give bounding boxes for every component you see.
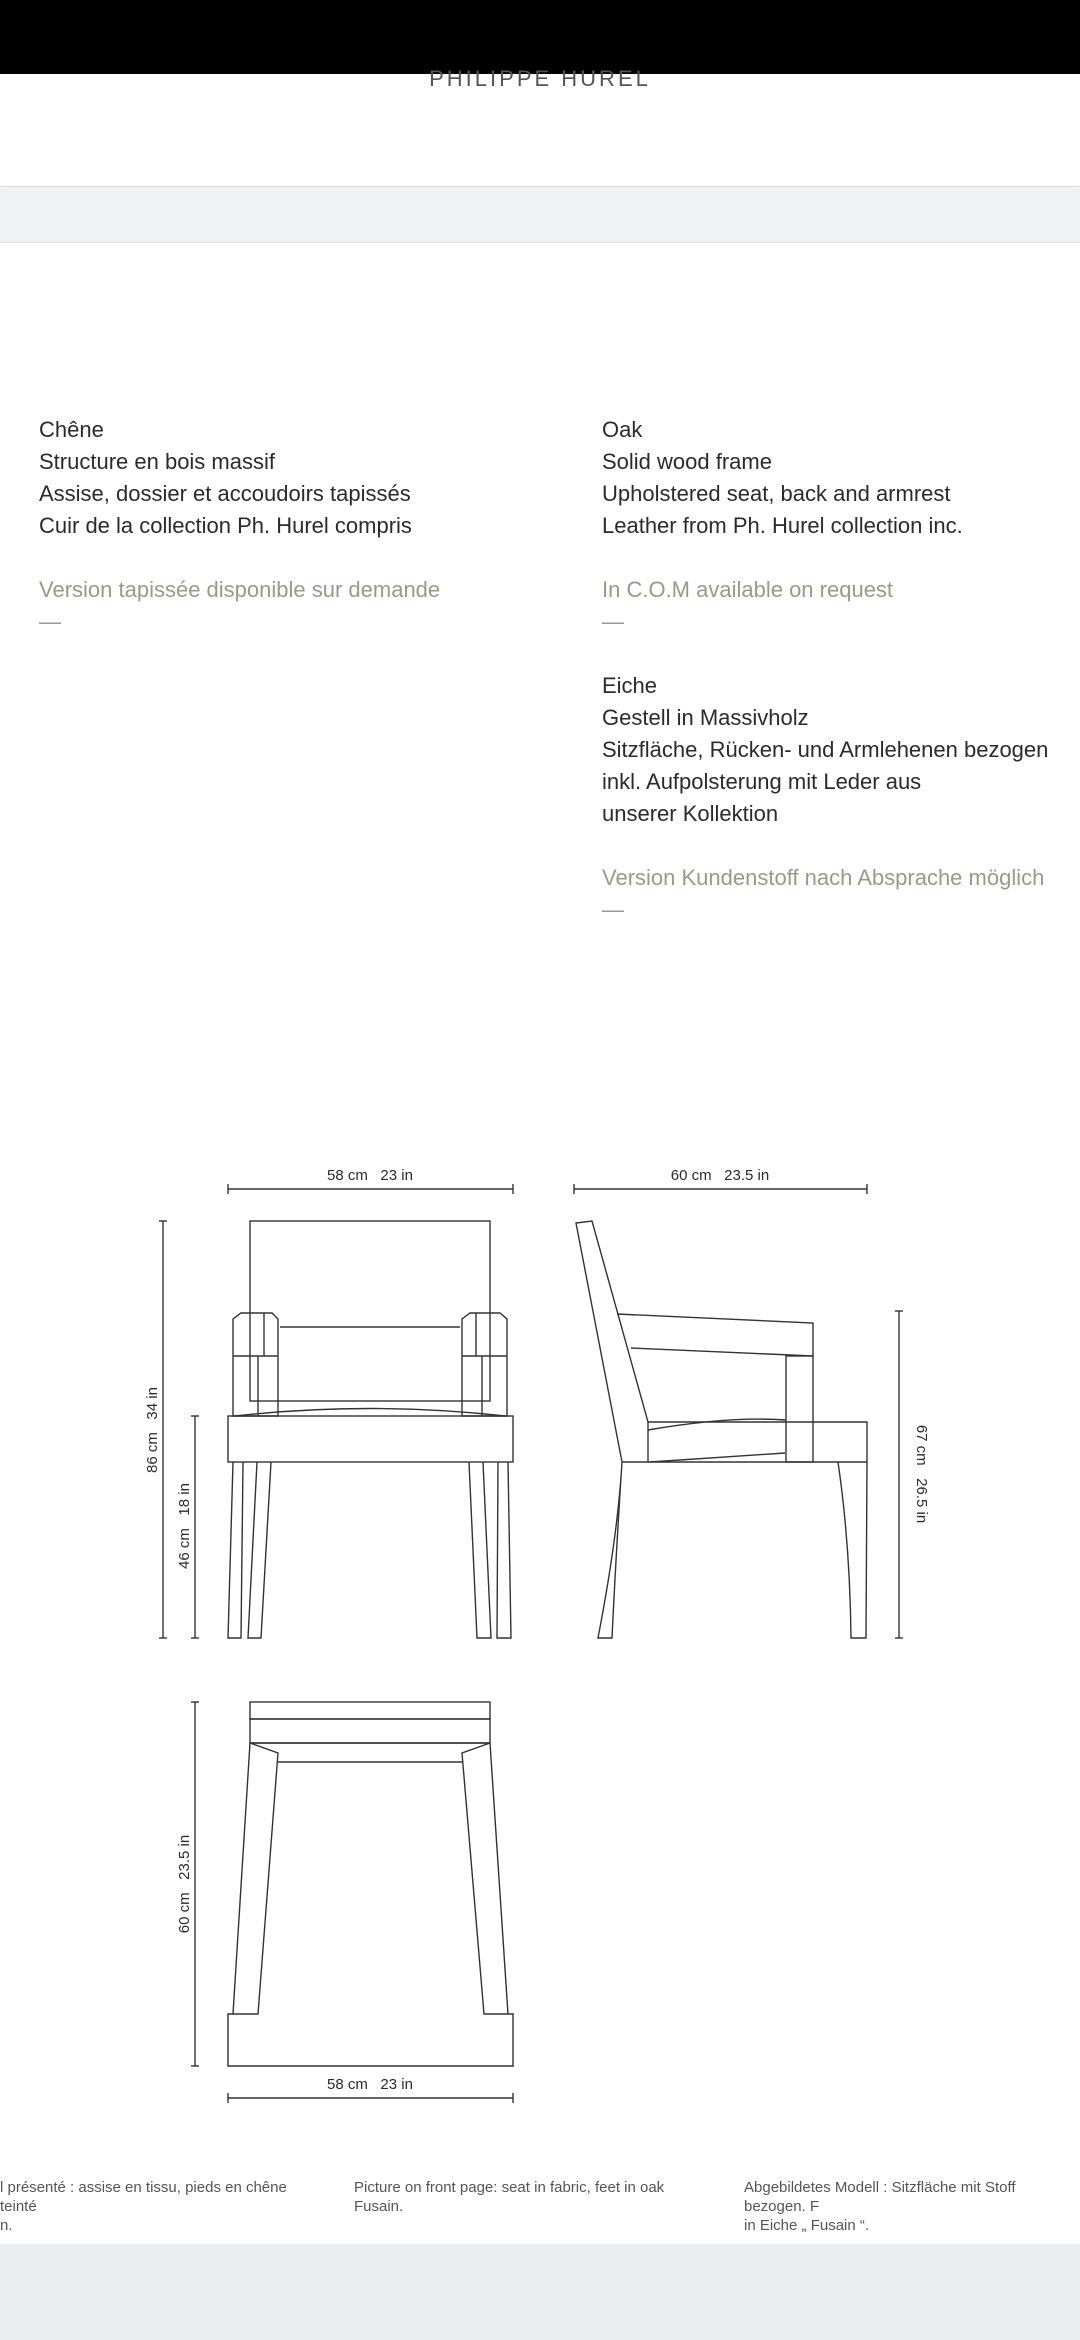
side-depth-label: 60 cm 23.5 in bbox=[670, 1167, 770, 1184]
german-note: Version Kundenstoff nach Absprache möglich bbox=[602, 865, 1045, 890]
german-line: Sitzfläche, Rücken- und Armlehenen bezogen bbox=[602, 737, 1049, 762]
english-line: Upholstered seat, back and armrest bbox=[602, 481, 951, 506]
caption-german: Abgebildetes Modell : Sitzfläche mit Stoff bezogen. F in Eiche „ Fusain “. bbox=[744, 2179, 1016, 2234]
top-depth-label: 60 cm 23.5 in bbox=[176, 1834, 193, 1934]
english-dash: — bbox=[602, 609, 624, 634]
total-height-label: 86 cm 34 in bbox=[144, 1387, 161, 1473]
arm-height-label: 67 cm 26.5 in bbox=[913, 1424, 930, 1524]
top-view-drawing bbox=[191, 1702, 513, 2103]
german-dash: — bbox=[602, 897, 624, 922]
german-line: Gestell in Massivholz bbox=[602, 705, 809, 730]
german-line: Eiche bbox=[602, 673, 658, 698]
french-dash: — bbox=[39, 609, 61, 634]
front-view-drawing bbox=[159, 1184, 513, 1638]
front-width-label: 58 cm 23 in bbox=[327, 1167, 413, 1184]
french-line: Cuir de la collection Ph. Hurel compris bbox=[39, 513, 412, 538]
french-line: Structure en bois massif bbox=[39, 449, 275, 474]
brand-logo: PHILIPPE HUREL bbox=[429, 66, 651, 91]
english-line: Oak bbox=[602, 417, 643, 442]
top-width-label: 58 cm 23 in bbox=[327, 2076, 413, 2093]
english-note: In C.O.M available on request bbox=[602, 577, 894, 602]
caption-french: l présenté : assise en tissu, pieds en chêne teinté n. bbox=[0, 2179, 287, 2234]
german-line: inkl. Aufpolsterung mit Leder aus bbox=[602, 769, 922, 794]
english-line: Solid wood frame bbox=[602, 449, 772, 474]
seat-height-label: 46 cm 18 in bbox=[176, 1483, 193, 1569]
french-line: Assise, dossier et accoudoirs tapissés bbox=[39, 481, 411, 506]
chair-technical-drawings bbox=[0, 74, 1080, 2244]
status-bar bbox=[0, 0, 1080, 74]
viewer-background bbox=[0, 2244, 1080, 2340]
caption-english: Picture on front page: seat in fabric, feet in oak Fusain. bbox=[354, 2179, 665, 2215]
side-view-drawing bbox=[574, 1184, 903, 1638]
french-line: Chêne bbox=[39, 417, 104, 442]
document-page[interactable] bbox=[0, 66, 1080, 2244]
german-line: unserer Kollektion bbox=[602, 801, 779, 826]
french-note: Version tapissée disponible sur demande bbox=[39, 577, 441, 602]
english-line: Leather from Ph. Hurel collection inc. bbox=[602, 513, 963, 538]
